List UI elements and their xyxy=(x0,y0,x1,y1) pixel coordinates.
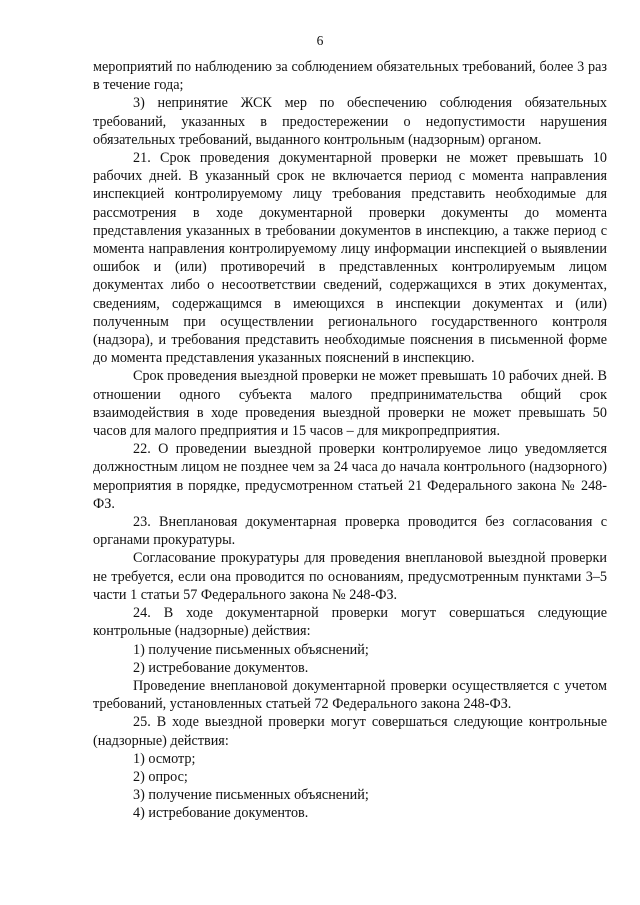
paragraph-21: 21. Срок проведения документарной проверки не может превышать 10 рабочих дней. В указанный срок не включается период с момента направления инспекцией контролируемому лицу требования представить необходимые для рассмотрения в ходе документарной проверки документы до момента представления указанных в требовании документов в инспекцию, а также период с момента направления контролируемому лицу информации инспекцией о выявлении ошибок и (или) противоречий в представленных контролируемым лицом документах либо о несоответствии сведений, содержащихся в этих документах, сведениям, содержащимся в имеющихся в инспекции документах и (или) полученным при осуществлении регионального государственного контроля (надзора), и требования представить необходимые пояснения в письменной форме до момента представления указанных пояснений в инспекцию. xyxy=(93,150,607,367)
paragraph-24: 24. В ходе документарной проверки могут совершаться следующие контрольные (надзорные) действия: xyxy=(93,605,607,640)
paragraph-22: 22. О проведении выездной проверки контролируемое лицо уведомляется должностным лицом не позднее чем за 24 часа до начала контрольного (надзорного) мероприятия в порядке, предусмотренном статьей 21 Федерального закона № 248-ФЗ. xyxy=(93,441,607,512)
list-item: 2) истребование документов. xyxy=(133,659,309,676)
paragraph-continuation: мероприятий по наблюдению за соблюдением обязательных требований, более 3 раз в течение года; xyxy=(93,59,607,94)
list-item: 2) опрос; xyxy=(133,768,188,785)
paragraph-24-unplanned: Проведение внеплановой документарной проверки осуществляется с учетом требований, установленных статьей 72 Федерального закона 248-ФЗ. xyxy=(93,677,607,713)
paragraph-21-onsite: Срок проведения выездной проверки не может превышать 10 рабочих дней. В отношении одного субъекта малого предпринимательства общий срок взаимодействия в ходе проведения выездной проверки не может превышать 50 часов для малого предприятия и 15 часов – для микропредприятия. xyxy=(93,368,607,440)
document-body xyxy=(93,58,607,823)
paragraph-item-3: 3) непринятие ЖСК мер по обеспечению соблюдения обязательных требований, указанных в предостережении о недопустимости нарушения обязательных требований, выданного контрольным (надзорным) органом. xyxy=(93,95,607,148)
page-number: 6 xyxy=(316,33,324,48)
paragraph-25: 25. В ходе выездной проверки могут совершаться следующие контрольные (надзорные) действия: xyxy=(93,714,607,749)
paragraph-23-approval: Согласование прокуратуры для проведения внеплановой выездной проверки не требуется, если она проводится по основаниям, предусмотренным пунктами 3–5 части 1 статьи 57 Федерального закона № 248-ФЗ. xyxy=(93,550,607,603)
list-item: 3) получение письменных объяснений; xyxy=(133,787,369,804)
list-item: 1) получение письменных объяснений; xyxy=(133,641,369,658)
list-item: 1) осмотр; xyxy=(133,750,196,767)
paragraph-23: 23. Внеплановая документарная проверка проводится без согласования с органами прокуратуры. xyxy=(93,514,607,549)
list-item: 4) истребование документов. xyxy=(133,805,309,822)
